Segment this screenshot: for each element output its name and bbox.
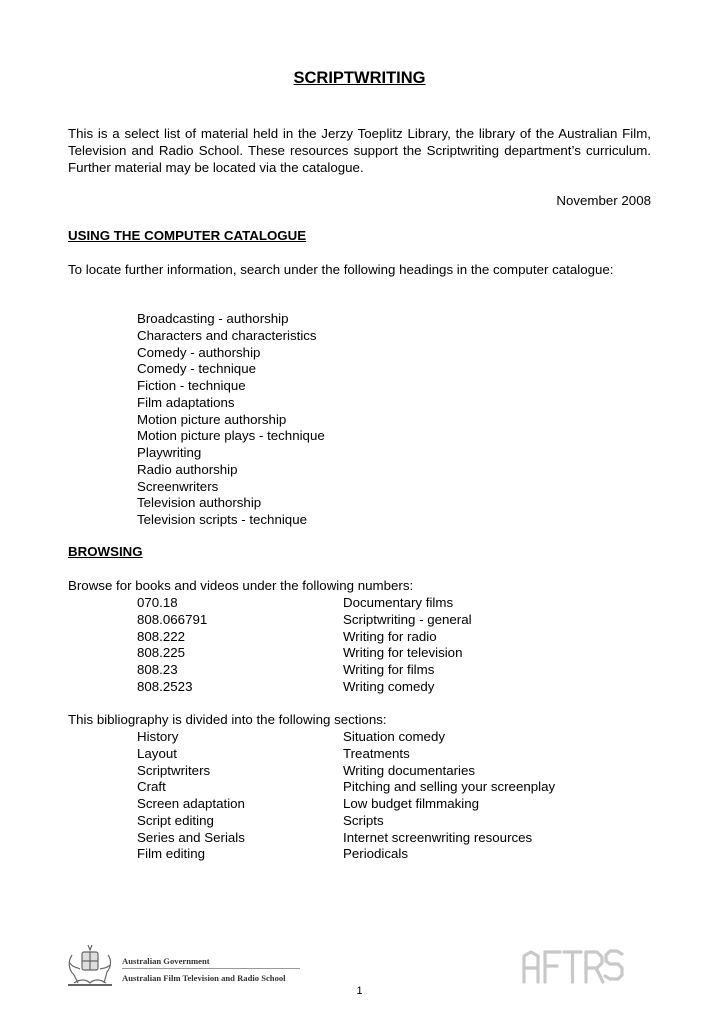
- call-number-row: [137, 645, 472, 662]
- government-logo: [64, 943, 304, 991]
- section-name: Layout: [137, 745, 177, 761]
- section-row: [137, 779, 555, 796]
- call-number-row: [137, 679, 472, 696]
- section-name: Scripts: [343, 812, 384, 828]
- call-number-subject: Writing comedy: [343, 678, 435, 694]
- coat-of-arms-icon: [64, 943, 116, 989]
- call-number-row: [137, 629, 472, 646]
- section-name: Low budget filmmaking: [343, 796, 479, 811]
- call-number: 808.066791: [137, 611, 208, 627]
- section-name: Scriptwriters: [137, 762, 211, 778]
- subject-heading: Characters and characteristics: [137, 327, 317, 343]
- section-row: [137, 830, 555, 847]
- subject-heading: Television authorship: [137, 495, 262, 511]
- logo-divider: [122, 968, 300, 969]
- section-name: Series and Serials: [137, 829, 245, 845]
- call-number-subject: Scriptwriting - general: [343, 611, 472, 627]
- subject-heading: Motion picture plays - technique: [137, 428, 325, 444]
- catalogue-intro: To locate further information, search under the following headings in the computer catalogue:: [68, 262, 614, 277]
- section-row: [137, 746, 555, 763]
- section-name: Treatments: [343, 745, 410, 761]
- section-name: Pitching and selling your screenplay: [343, 779, 556, 795]
- call-number-row: [137, 595, 472, 612]
- page-title: SCRIPTWRITING: [293, 69, 426, 87]
- aftrs-logo: [518, 944, 626, 988]
- section-name: Screen adaptation: [137, 796, 245, 811]
- section-name: Script editing: [137, 812, 214, 828]
- section-name: Writing documentaries: [343, 762, 476, 778]
- call-number: 808.225: [137, 645, 186, 661]
- section-name: Internet screenwriting resources: [343, 829, 533, 845]
- subject-heading: Playwriting: [137, 445, 202, 460]
- sections-table: [137, 729, 555, 863]
- subject-heading: Comedy - technique: [137, 361, 256, 377]
- subject-heading: Motion picture authorship: [137, 411, 287, 427]
- section-name: Film editing: [137, 846, 205, 862]
- section-name: Periodicals: [343, 846, 409, 862]
- catalogue-heading: USING THE COMPUTER CATALOGUE: [68, 228, 307, 243]
- browsing-intro: Browse for books and videos under the following numbers:: [68, 578, 414, 593]
- browsing-heading: BROWSING: [68, 544, 143, 559]
- school-name-line: Australian Film Television and Radio School: [122, 973, 286, 983]
- call-number-row: [137, 612, 472, 629]
- section-row: [137, 763, 555, 780]
- page-number: 1: [356, 985, 363, 997]
- subject-heading: Radio authorship: [137, 461, 238, 477]
- call-number-table: [137, 595, 472, 696]
- subject-heading: Film adaptations: [137, 394, 235, 410]
- subject-heading: Television scripts - technique: [137, 512, 307, 527]
- call-number-subject: Documentary films: [343, 595, 454, 610]
- call-number-subject: Writing for television: [343, 645, 463, 661]
- call-number: 808.222: [137, 628, 186, 644]
- call-number-subject: Writing for radio: [343, 628, 437, 644]
- call-number: 070.18: [137, 595, 178, 610]
- section-row: [137, 796, 555, 813]
- section-row: [137, 813, 555, 830]
- publication-date: November 2008: [556, 193, 651, 208]
- intro-paragraph: This is a select list of material held in the Jerzy Toeplitz Library, the library of the Australian Film, Television and Radio School. These resources support the Scriptwriting department’s curriculum. Further material may be located via the catalogue.: [68, 126, 651, 175]
- subject-heading: Comedy - authorship: [137, 344, 261, 360]
- call-number: 808.2523: [137, 678, 193, 694]
- call-number-row: [137, 662, 472, 679]
- subject-headings-list: [137, 311, 325, 529]
- government-line: Australian Government: [122, 956, 210, 966]
- sections-intro: This bibliography is divided into the following sections:: [68, 712, 387, 727]
- section-row: [137, 846, 555, 863]
- section-row: [137, 729, 555, 746]
- call-number: 808.23: [137, 662, 178, 677]
- call-number-subject: Writing for films: [343, 662, 435, 677]
- section-name: Craft: [137, 779, 166, 795]
- subject-heading: Broadcasting - authorship: [137, 311, 289, 326]
- section-name: History: [137, 729, 179, 744]
- section-name: Situation comedy: [343, 729, 445, 744]
- subject-heading: Fiction - technique: [137, 378, 246, 393]
- subject-heading: Screenwriters: [137, 478, 219, 494]
